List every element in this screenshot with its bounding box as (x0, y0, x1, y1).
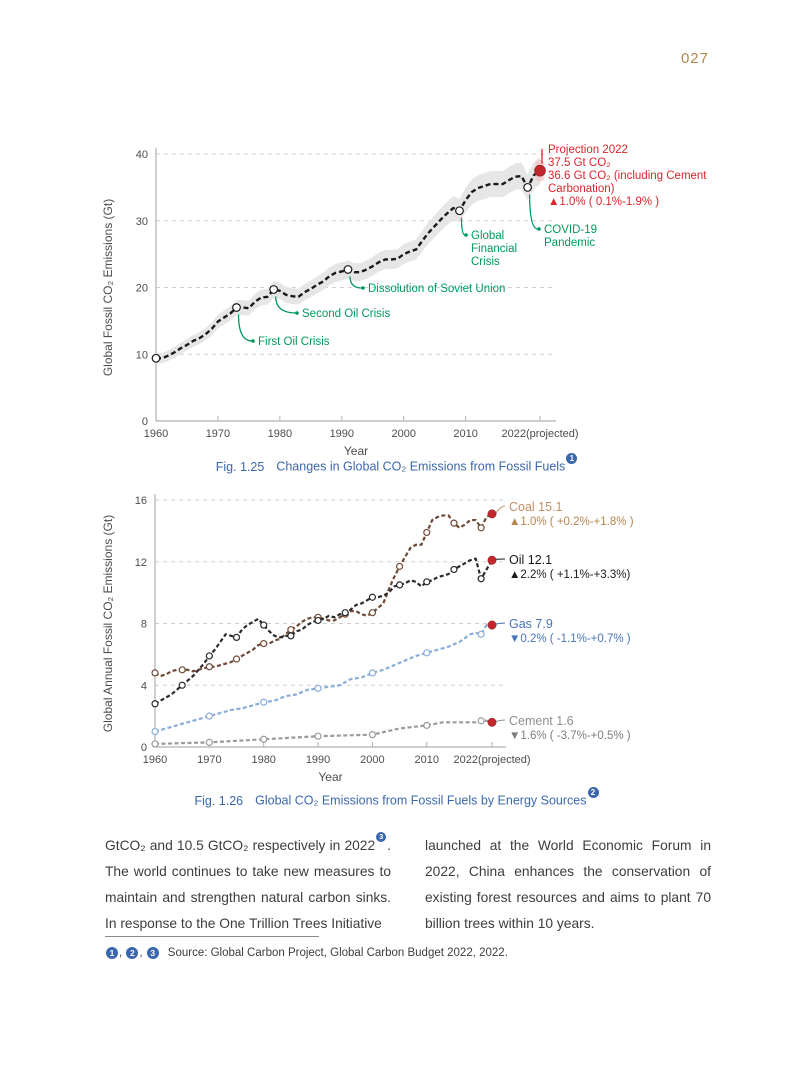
svg-text:Oil 12.1: Oil 12.1 (509, 553, 553, 567)
svg-text:2000: 2000 (360, 754, 385, 766)
svg-text:16: 16 (134, 495, 147, 507)
svg-text:Projection 2022: Projection 2022 (548, 144, 628, 156)
svg-text:2010: 2010 (414, 754, 440, 766)
svg-text:Financial: Financial (471, 243, 518, 255)
svg-text:1960: 1960 (143, 428, 169, 440)
svg-text:1980: 1980 (251, 754, 276, 766)
footnote-refs: 1 , 2 , 3 (105, 947, 160, 959)
svg-text:1980: 1980 (267, 428, 293, 440)
fig-1-26-caption (0, 787, 793, 808)
body-text (105, 833, 711, 937)
footnote-separator-line (105, 936, 319, 937)
svg-text:0: 0 (140, 742, 147, 754)
fig-1-26-chart (98, 478, 758, 786)
svg-text:2010: 2010 (453, 428, 478, 440)
svg-text:Global Annual Fossil CO₂ Emiss: Global Annual Fossil CO₂ Emissions (Gt) (101, 514, 115, 733)
svg-text:1990: 1990 (329, 428, 355, 440)
svg-text:8: 8 (140, 618, 147, 631)
svg-text:▼0.2% ( -1.1%-+0.7% ): ▼0.2% ( -1.1%-+0.7% ) (509, 633, 631, 645)
svg-text:2022(projected): 2022(projected) (453, 754, 531, 766)
caption-text: Global CO₂ Emissions from Fossil Fuels by Energy Sources$^2$ (255, 792, 598, 808)
svg-text:1970: 1970 (205, 428, 231, 440)
body-paragraph-right: launched at the World Economic Forum in 2022, China enhances the conservation of existing forest resources and aims to plant 70 billion trees within 10 years. (425, 838, 711, 931)
caption-fig-number: Fig. 1.25 (215, 459, 265, 474)
svg-text:Crisis: Crisis (471, 256, 500, 268)
svg-text:Carbonation): Carbonation) (548, 183, 615, 195)
svg-text:1960: 1960 (142, 754, 168, 766)
footnote-ref-badge: 2 (126, 947, 138, 959)
fig-1-25-caption (0, 453, 793, 474)
svg-text:Year: Year (343, 444, 369, 458)
svg-text:Gas 7.9: Gas 7.9 (509, 617, 553, 631)
svg-text:37.5 Gt CO₂: 37.5 Gt CO₂ (548, 157, 611, 169)
fig-1-25-chart (98, 136, 758, 461)
svg-text:▼1.6% ( -3.7%-+0.5% ): ▼1.6% ( -3.7%-+0.5% ) (509, 730, 631, 742)
svg-text:20: 20 (135, 282, 148, 295)
footnote-ref-badge: 2 (588, 787, 599, 798)
svg-text:Global Fossil CO₂ Emissions (G: Global Fossil CO₂ Emissions (Gt) (101, 198, 115, 377)
svg-text:1970: 1970 (197, 754, 222, 766)
svg-text:12: 12 (134, 556, 147, 569)
svg-text:Year: Year (318, 770, 343, 784)
svg-text:▲1.0% ( 0.1%-1.9% ): ▲1.0% ( 0.1%-1.9% ) (548, 196, 660, 208)
footnote-ref-badge: 1 (106, 947, 118, 959)
caption-fig-number: Fig. 1.26 (194, 793, 244, 808)
svg-text:2022(projected): 2022(projected) (501, 428, 579, 440)
body-paragraph-left: GtCO₂ and 10.5 GtCO₂ respectively in 2022$^3$. The world continues to take new measures to maintain and strengthen natural carbon sinks. In response to the One Trillion Trees Initiative (105, 832, 391, 931)
svg-text:Cement 1.6: Cement 1.6 (509, 714, 574, 728)
svg-text:▲2.2% ( +1.1%-+3.3%): ▲2.2% ( +1.1%-+3.3%) (509, 569, 631, 581)
svg-text:Coal 15.1: Coal 15.1 (509, 500, 563, 514)
footnote-text: Source: Global Carbon Project, Global Carbon Budget 2022, 2022. (167, 947, 508, 960)
page-number: 027 (680, 50, 709, 67)
svg-text:2000: 2000 (391, 428, 416, 440)
svg-text:30: 30 (135, 215, 148, 228)
svg-text:0: 0 (141, 416, 148, 428)
svg-text:Dissolution of Soviet Union: Dissolution of Soviet Union (368, 283, 506, 295)
svg-text:First Oil Crisis: First Oil Crisis (258, 336, 330, 348)
footnote-ref-badge: 3 (147, 947, 159, 959)
footnote-ref-badge: 1 (566, 453, 577, 464)
svg-text:10: 10 (135, 349, 148, 362)
svg-text:COVID-19: COVID-19 (544, 224, 598, 236)
svg-text:Pandemic: Pandemic (544, 237, 596, 249)
svg-text:36.6 Gt CO₂ (including Cement: 36.6 Gt CO₂ (including Cement (548, 170, 707, 182)
footnote-ref-badge: 3 (376, 832, 386, 842)
svg-text:▲1.0% ( +0.2%-+1.8% ): ▲1.0% ( +0.2%-+1.8% ) (509, 516, 634, 528)
footnote (105, 947, 508, 959)
svg-text:Second Oil Crisis: Second Oil Crisis (302, 308, 391, 320)
svg-text:4: 4 (140, 680, 147, 693)
svg-text:1990: 1990 (305, 754, 331, 766)
svg-text:40: 40 (135, 149, 148, 161)
svg-text:Global: Global (471, 230, 505, 242)
caption-text: Changes in Global CO₂ Emissions from Fossil Fuels$^1$ (276, 458, 577, 474)
